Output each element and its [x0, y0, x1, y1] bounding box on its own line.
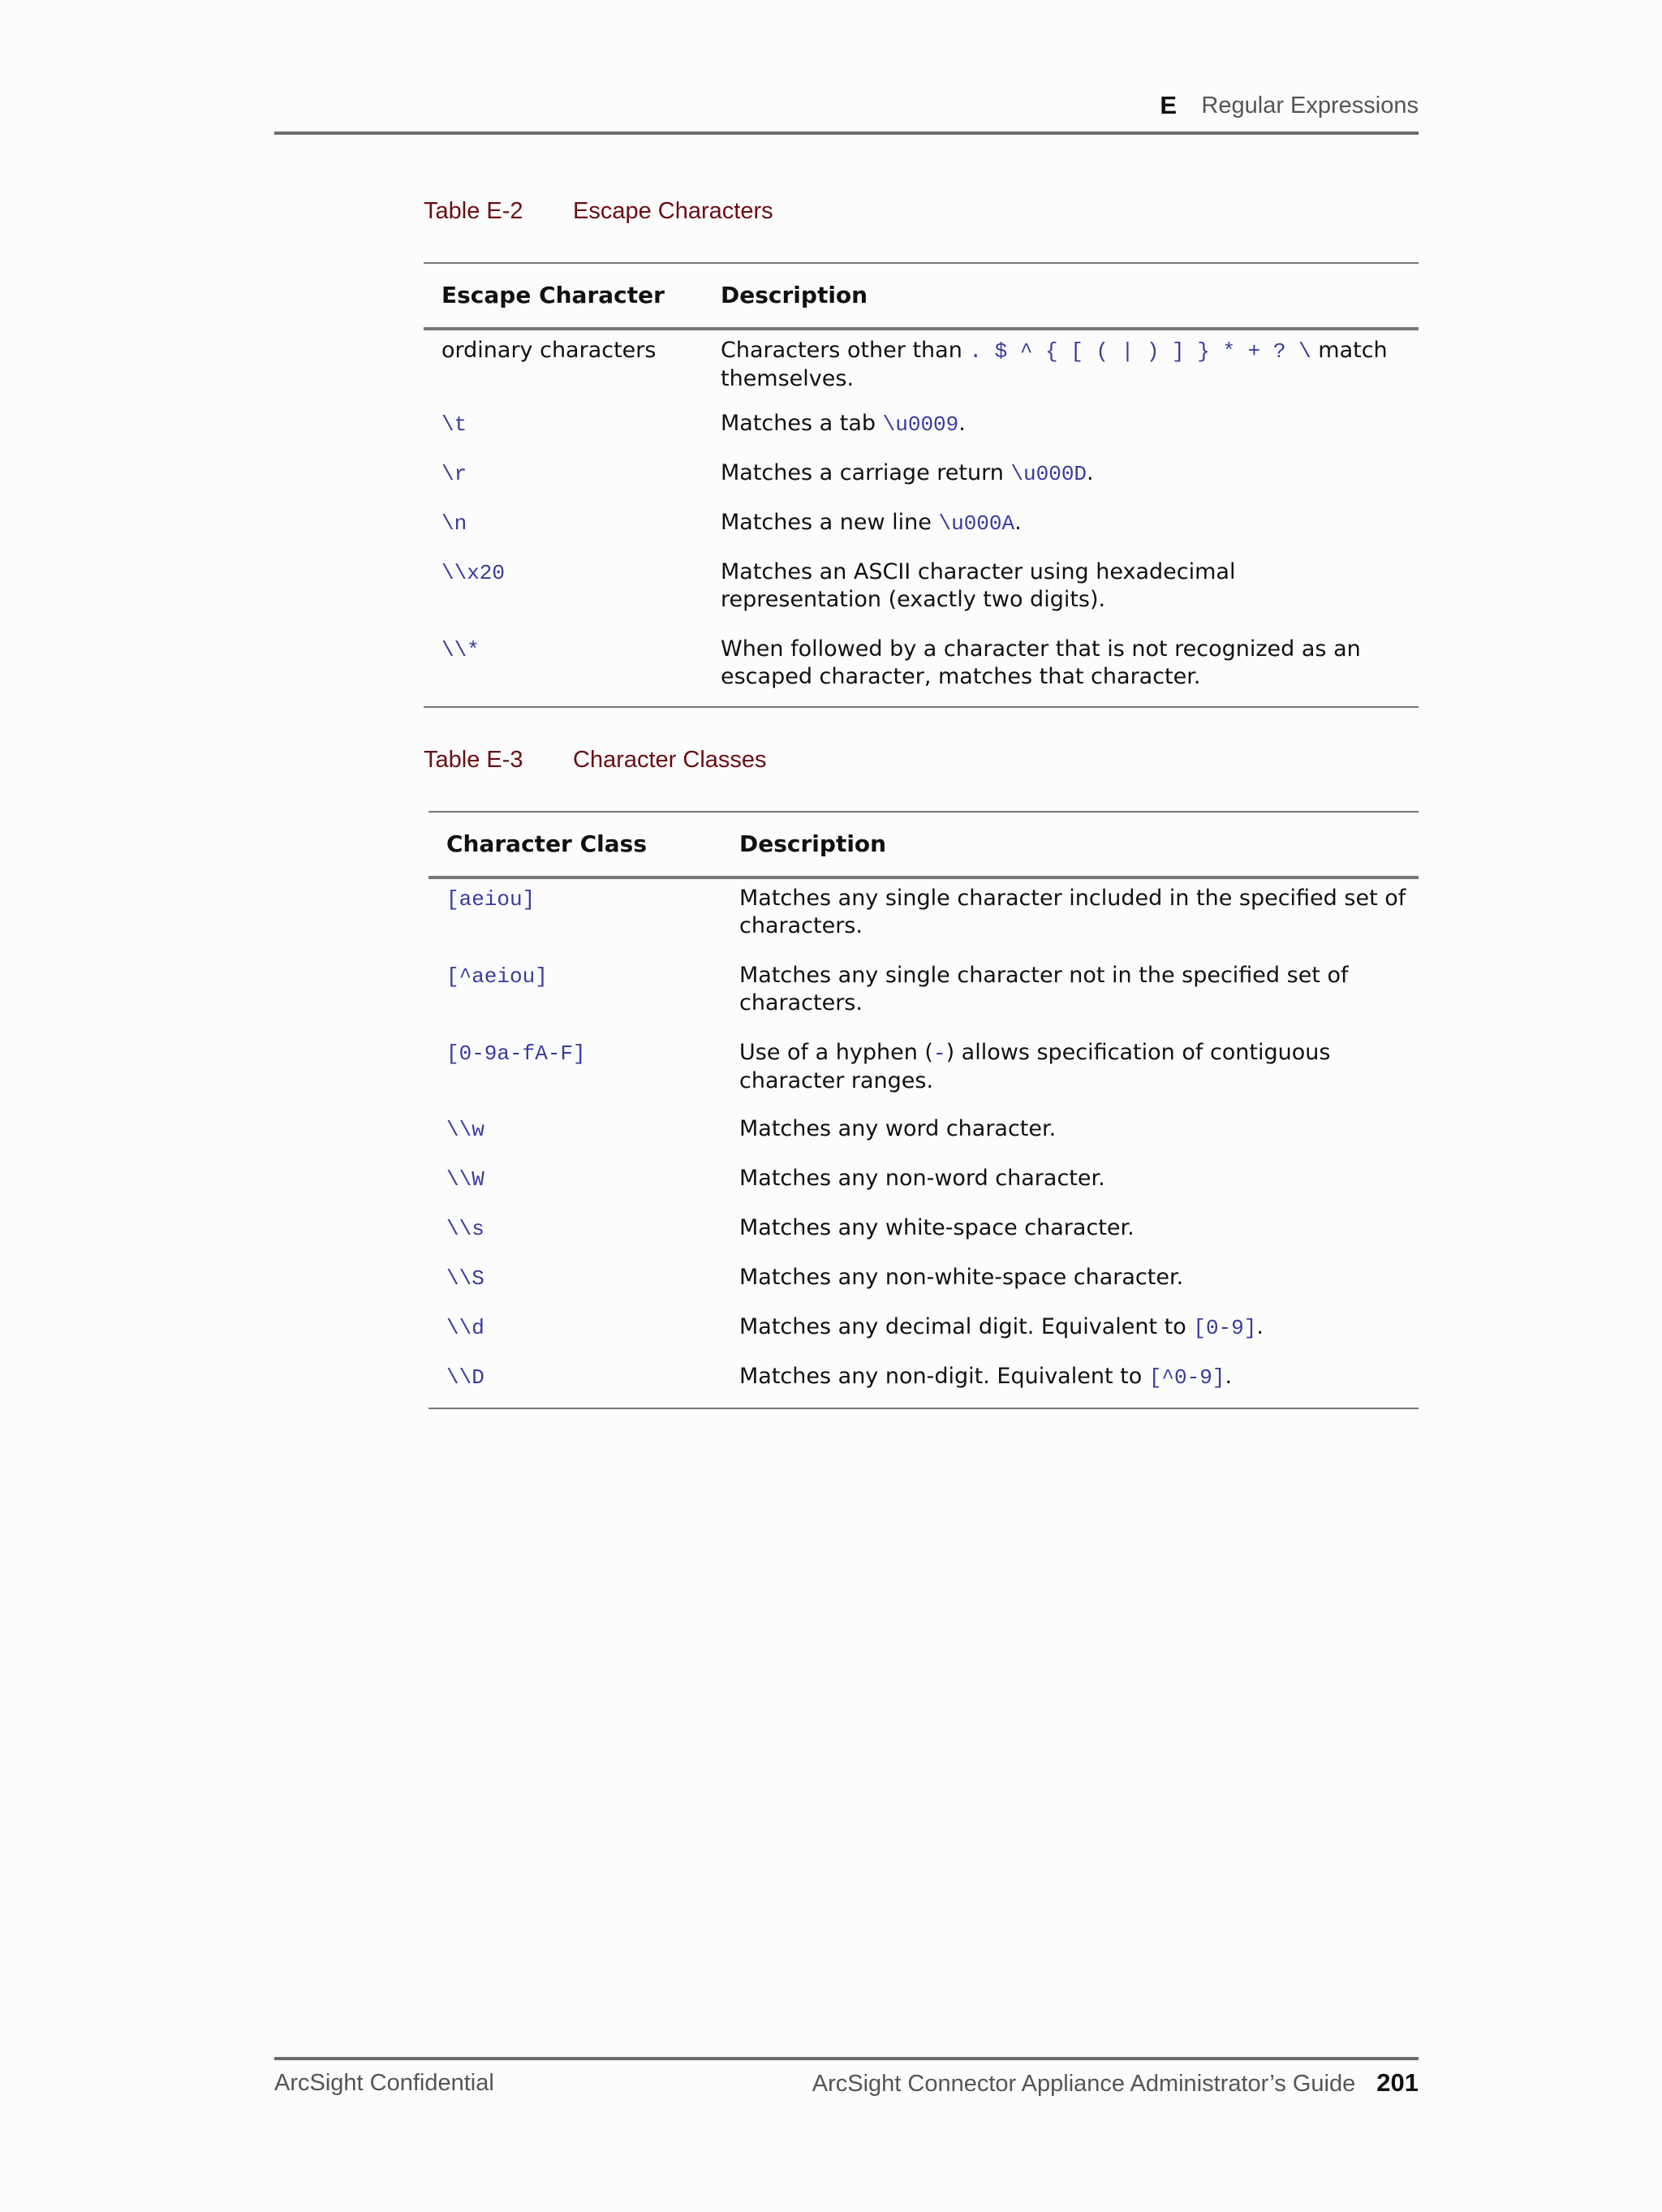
table-header-row [428, 813, 1419, 879]
desc-text: . [1014, 510, 1022, 535]
page-header [274, 89, 1419, 135]
desc-text: escaped character, matches that character. [721, 664, 1201, 689]
desc-code: \u0009 [882, 412, 959, 437]
desc-code: [^0-9] [1148, 1365, 1225, 1390]
escape-description [721, 558, 1410, 614]
class-name: \\w [446, 1118, 484, 1142]
desc-text: Matches a carriage return [721, 460, 1011, 485]
table-title: Character Classes [573, 747, 767, 773]
character-classes-table [428, 811, 1419, 1409]
desc-text: Matches an ASCII character using hexadecimal [721, 559, 1236, 584]
table-bottom-rule [424, 706, 1419, 708]
escape-name: ordinary characters [441, 338, 657, 363]
table-row [424, 455, 1419, 504]
desc-text: Matches any non-digit. Equivalent to [739, 1364, 1149, 1389]
class-name: \\d [446, 1316, 484, 1340]
escape-name: \r [441, 462, 467, 486]
table-row [428, 956, 1419, 1033]
desc-text: ) allows specification of contiguous [945, 1040, 1331, 1065]
escape-description [721, 509, 1410, 537]
chapter-title: Regular Expressions [1201, 93, 1419, 119]
desc-text: Matches a new line [721, 510, 939, 535]
class-description: Matches any non-word character. [739, 1166, 1105, 1191]
escape-description [721, 410, 1410, 438]
desc-text: characters. [739, 913, 863, 938]
escape-name: \\x20 [441, 561, 506, 585]
desc-text: Matches a tab [721, 411, 883, 436]
escape-description [721, 337, 1410, 393]
table-row [428, 1259, 1419, 1309]
table-row [428, 1209, 1419, 1259]
desc-code: - [932, 1041, 946, 1066]
table-title: Escape Characters [573, 198, 773, 224]
table-row [424, 330, 1419, 405]
desc-code: [0-9] [1193, 1316, 1257, 1340]
escape-name: \t [441, 412, 467, 437]
table-row [428, 1358, 1419, 1408]
desc-text: Use of a hyphen ( [739, 1040, 933, 1065]
escape-characters-table [424, 262, 1419, 708]
table-row [428, 1309, 1419, 1358]
desc-text: When followed by a character that is not recognized as an [721, 636, 1361, 662]
page-footer [274, 2057, 1419, 2097]
class-name: \\W [446, 1167, 484, 1192]
desc-code: . $ ^ { [ ( | ) ] } * + ? \ [969, 339, 1311, 364]
desc-text: . [958, 411, 966, 436]
class-name: \\D [446, 1365, 484, 1390]
escape-description [721, 636, 1410, 691]
desc-text: Matches any decimal digit. Equivalent to [739, 1314, 1194, 1339]
confidential-label: ArcSight Confidential [274, 2070, 494, 2096]
column-header-description: Description [739, 830, 887, 857]
table-bottom-rule [428, 1408, 1419, 1409]
table-row [428, 879, 1419, 956]
class-name: [aeiou] [446, 887, 536, 912]
table-row [428, 1110, 1419, 1160]
desc-text: characters. [739, 990, 863, 1015]
table-e3-caption [424, 747, 767, 774]
column-header-character-class: Character Class [446, 830, 647, 857]
table-row [424, 504, 1419, 554]
class-description [739, 885, 1410, 940]
guide-info [812, 2068, 1419, 2098]
desc-text: . [1256, 1314, 1264, 1339]
desc-text: representation (exactly two digits). [721, 587, 1106, 612]
desc-code: \u000A [938, 511, 1015, 536]
class-name: [^aeiou] [446, 964, 548, 989]
page-number: 201 [1376, 2068, 1419, 2097]
table-row [428, 1160, 1419, 1209]
desc-text: themselves. [721, 366, 855, 391]
column-header-escape-character: Escape Character [441, 282, 665, 308]
desc-text: Characters other than [721, 338, 970, 363]
desc-text: Matches any single character included in the specified set of [739, 886, 1406, 911]
table-row [424, 631, 1419, 706]
escape-name: \n [441, 511, 467, 536]
chapter-letter: E [1160, 91, 1177, 119]
table-row [428, 1033, 1419, 1110]
column-header-description: Description [721, 282, 868, 308]
desc-text: match [1311, 338, 1388, 363]
desc-text: . [1087, 460, 1094, 485]
class-description [739, 1363, 1410, 1391]
class-name: [0-9a-fA-F] [446, 1041, 586, 1066]
desc-code: \u000D [1010, 462, 1087, 486]
escape-description [721, 459, 1410, 488]
desc-text: Matches any single character not in the specified set of [739, 963, 1349, 988]
class-description: Matches any word character. [739, 1116, 1057, 1141]
table-header-row [424, 264, 1419, 330]
class-name: \\S [446, 1266, 484, 1291]
table-number: Table E-2 [424, 198, 523, 224]
escape-name: \\* [441, 638, 480, 662]
class-description: Matches any non-white-space character. [739, 1265, 1184, 1290]
table-e2-caption [424, 198, 773, 225]
desc-text: . [1225, 1364, 1233, 1389]
class-description [739, 1039, 1410, 1095]
class-description [739, 1313, 1410, 1342]
class-description [739, 962, 1410, 1017]
class-name: \\s [446, 1217, 484, 1241]
guide-title: ArcSight Connector Appliance Administrator’s Guide [812, 2071, 1356, 2097]
table-number: Table E-3 [424, 747, 523, 773]
table-row [424, 405, 1419, 455]
class-description: Matches any white-space character. [739, 1215, 1135, 1240]
table-row [424, 554, 1419, 631]
desc-text: character ranges. [739, 1068, 934, 1093]
